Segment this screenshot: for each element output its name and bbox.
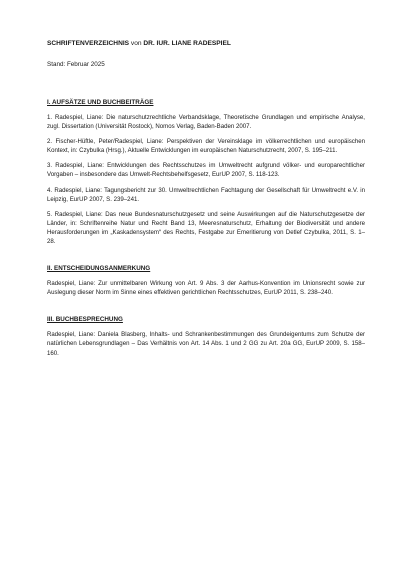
- title-label: SCHRIFTENVERZEICHNIS: [47, 40, 130, 47]
- section-heading-book-review: III. BUCHBESPRECHUNG: [47, 316, 123, 324]
- document-page: [47, 40, 365, 364]
- publication-entry: 1. Radespiel, Liane: Die naturschutzrechtliche Verbandsklage, Theoretische Grundlagen und empirische Analyse, zugl. Dissertation (Universität Rostock), Nomos Verlag, Baden-Baden 2007.: [47, 114, 365, 131]
- section-book-review: [47, 316, 365, 357]
- document-title: [47, 40, 365, 48]
- document-date-line: Stand: Februar 2025: [47, 61, 105, 68]
- section-decision-note: [47, 265, 365, 297]
- publication-entry: 3. Radespiel, Liane: Entwicklungen des Rechtsschutzes im Umweltrecht aufgrund völker- und europarechtlicher Vorgaben – insbesondere das Umwelt-Rechtsbehelfsgesetz, EurUP 2007, S. 118-123.: [47, 162, 365, 179]
- publication-entry: Radespiel, Liane: Daniela Blasberg, Inhalts- und Schrankenbestimmungen des Grundeigentums zum Schutze der natürlichen Lebensgrundlagen – Das Verhältnis von Art. 14 Abs. 1 und 2 GG zu Art. 20a GG, EurUP 2009, S. 158–160.: [47, 331, 365, 357]
- title-author-name: DR. IUR. LIANE RADESPIEL: [143, 40, 231, 47]
- section-articles: [47, 99, 365, 246]
- section-heading-decision-note: II. ENTSCHEIDUNGSANMERKUNG: [47, 265, 151, 273]
- publication-entry: Radespiel, Liane: Zur unmittelbaren Wirkung von Art. 9 Abs. 3 der Aarhus-Konvention im Unionsrecht sowie zur Auslegung dieser Norm im Sinne eines effektiven gerichtlichen Rechtsschutzes, EurUP 2011, S. 238–240.: [47, 280, 365, 297]
- publication-entry: 4. Radespiel, Liane: Tagungsbericht zur 30. Umweltrechtlichen Fachtagung der Gesellschaft für Umweltrecht e.V. in Leipzig, EurUP 2007, S. 239–241.: [47, 186, 365, 203]
- section-heading-articles: I. AUFSÄTZE UND BUCHBEITRÄGE: [47, 99, 154, 106]
- publication-entry: 2. Fischer-Hüftle, Peter/Radespiel, Liane: Perspektiven der Vereinsklage im völkerrechtlichen und europäischen Kontext, in: Czybulka (Hrsg.), Aktuelle Entwicklungen im europäischen Naturschutzrecht, 2007, S. 195–211.: [47, 138, 365, 155]
- publication-entry: 5. Radespiel, Liane: Das neue Bundesnaturschutzgesetz und seine Auswirkungen auf die Naturschutzgesetze der Länder, in: Schriftenreihe Natur und Recht Band 13, Meeresnaturschutz, Erhaltung der Biodiversität und andere Herausforderungen im „Kaskadensystem“ des Rechts, Festgabe zur Emeritierung von Detlef Czybulka, 2011, S. 1–28.: [47, 210, 365, 246]
- title-connector: von: [129, 40, 144, 47]
